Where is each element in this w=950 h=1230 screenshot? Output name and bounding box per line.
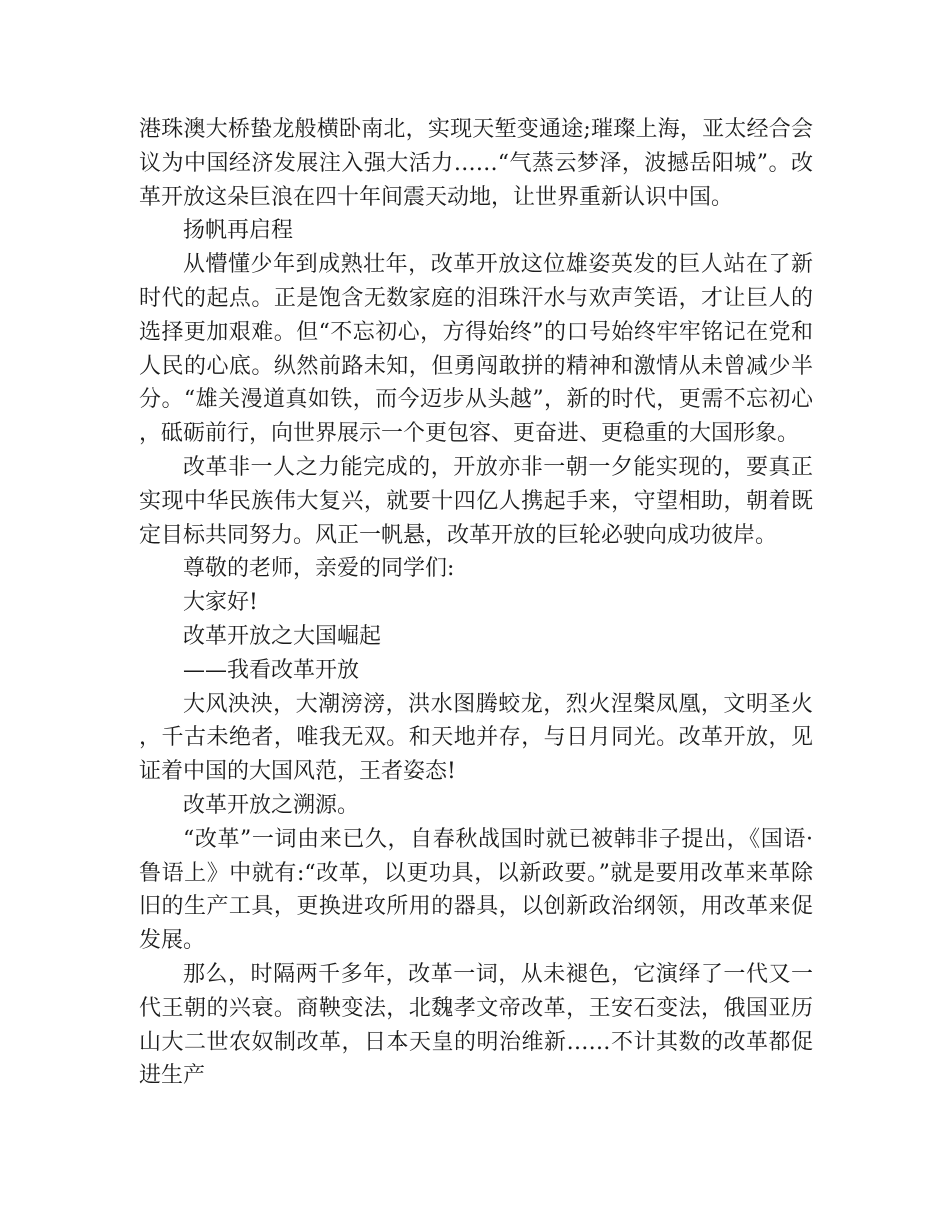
speech-title: 改革开放之大国崛起 bbox=[183, 623, 382, 649]
salutation: 尊敬的老师，亲爱的同学们: bbox=[183, 556, 455, 582]
paragraph-4: 改革非一人之力能完成的，开放亦非一朝一夕能实现的，要真正实现中华民族伟大复兴，就要十四亿人携起手来，守望相助，朝着既定目标共同努力。风正一帆悬，改革开放的巨轮必驶向成功彼岸。 bbox=[139, 454, 813, 548]
paragraph-9: 大风泱泱，大潮滂滂，洪水图腾蛟龙，烈火涅槃凤凰，文明圣火，千古未绝者，唯我无双。和天地并存，与日月同光。改革开放，见证着中国的大国风范，王者姿态! bbox=[139, 691, 813, 785]
paragraph-1: 港珠澳大桥蛰龙般横卧南北，实现天堑变通途;璀璨上海，亚太经合会议为中国经济发展注入强大活力……“气蒸云梦泽，波撼岳阳城”。改革开放这朵巨浪在四十年间震天动地，让世界重新认识中国。 bbox=[139, 117, 813, 210]
speech-subtitle: ——我看改革开放 bbox=[183, 657, 360, 683]
section-heading-origin: 改革开放之溯源。 bbox=[183, 792, 360, 818]
paragraph-12: 那么，时隔两千多年，改革一词，从未褪色，它演绎了一代又一代王朝的兴衰。商鞅变法，北魏孝文帝改革，王安石变法，俄国亚历山大二世农奴制改革，日本天皇的明治维新……不计其数的改革都促进生产 bbox=[139, 961, 813, 1089]
document-page bbox=[139, 113, 813, 1093]
section-heading-sail-again: 扬帆再启程 bbox=[183, 218, 294, 244]
paragraph-3: 从懵懂少年到成熟壮年，改革开放这位雄姿英发的巨人站在了新时代的起点。正是饱含无数家庭的泪珠汗水与欢声笑语，才让巨人的选择更加艰难。但“不忘初心，方得始终”的口号始终牢牢铭记在党和人民的心底。纵然前路未知，但勇闯敢拼的精神和激情从未曾减少半分。“雄关漫道真如铁，而今迈步从头越”，新的时代，更需不忘初心，砥砺前行，向世界展示一个更包容、更奋进、更稳重的大国形象。 bbox=[139, 252, 813, 447]
paragraph-11: “改革”一词由来已久，自春秋战国时就已被韩非子提出，《国语·鲁语上》中就有:“改革，以更功具，以新政要。”就是要用改革来革除旧的生产工具，更换进攻所用的器具，以创新政治纲领，用改革来促发展。 bbox=[139, 826, 813, 954]
greeting: 大家好! bbox=[183, 590, 258, 616]
